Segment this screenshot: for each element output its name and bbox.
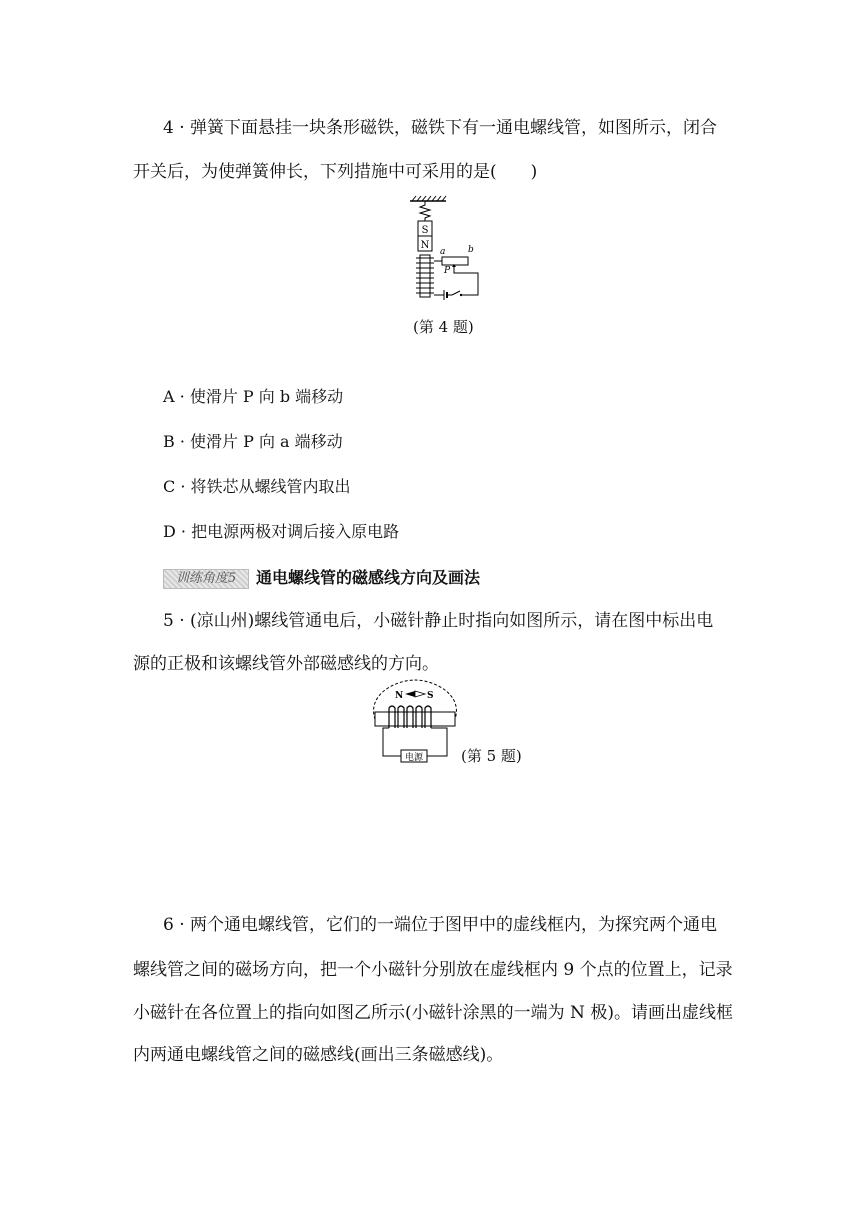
section-title: 通电螺线管的磁感线方向及画法: [256, 568, 481, 587]
q6-text-line4: 内两通电螺线管之间的磁感线(画出三条磁感线)。: [133, 1045, 504, 1065]
q5-figure-caption: (第 5 题): [461, 747, 522, 765]
q4-rheostat-b-label: b: [468, 245, 474, 255]
q4-figure: [400, 195, 490, 305]
q4-figure-caption: (第 4 题): [413, 318, 474, 336]
q6-text-line1: 6 · 两个通电螺线管，它们的一端位于图甲中的虚线框内，为探究两个通电: [163, 915, 718, 935]
q5-needle-n-label: N: [395, 691, 404, 701]
q5-text-line1: 5 · (凉山州)螺线管通电后，小磁针静止时指向如图所示，请在图中标出电: [163, 611, 714, 631]
q4-option-d: D · 把电源两极对调后接入原电路: [163, 522, 400, 541]
q4-slider-p-label: P: [444, 266, 451, 276]
q5-needle-s-label: S: [427, 691, 434, 701]
q4-rheostat-a-label: a: [440, 247, 446, 257]
q4-option-b: B · 使滑片 P 向 a 端移动: [163, 432, 343, 451]
q4-option-a: A · 使滑片 P 向 b 端移动: [163, 387, 344, 406]
q4-text-line2: 开关后，为使弹簧伸长，下列措施中可采用的是( ): [133, 162, 538, 182]
q6-text-line2: 螺线管之间的磁场方向，把一个小磁针分别放在虚线框内 9 个点的位置上，记录: [133, 960, 733, 980]
section-badge: 训练角度5: [163, 569, 249, 589]
q4-magnet-s-label: S: [421, 225, 429, 236]
q5-power-source-label: 电源: [404, 753, 424, 763]
q4-option-c: C · 将铁芯从螺线管内取出: [163, 477, 351, 496]
q4-magnet-n-label: N: [420, 240, 430, 251]
q5-text-line2: 源的正极和该螺线管外部磁感线的方向。: [133, 654, 439, 674]
q4-text-line1: 4 · 弹簧下面悬挂一块条形磁铁，磁铁下有一通电螺线管，如图所示，闭合: [163, 118, 718, 138]
q5-figure: [365, 676, 465, 771]
q6-text-line3: 小磁针在各位置上的指向如图乙所示(小磁针涂黑的一端为 N 极)。请画出虚线框: [133, 1003, 733, 1023]
